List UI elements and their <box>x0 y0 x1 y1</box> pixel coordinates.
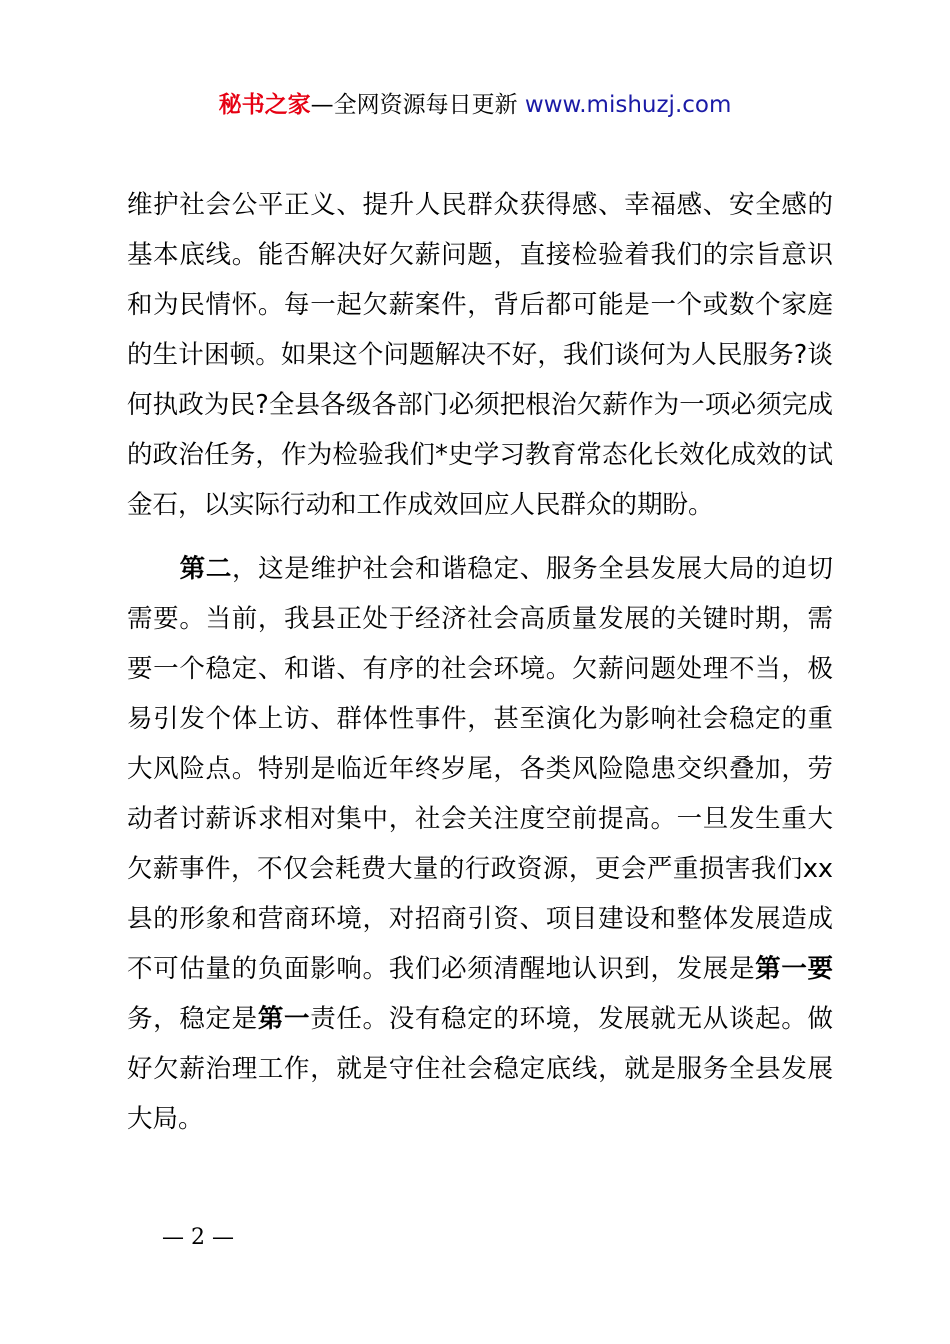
paragraph-1: 维护社会公平正义、提升人民群众获得感、幸福感、安全感的基本底线。能否解决好欠薪问题，直接检验着我们的宗旨意识和为民情怀。每一起欠薪案件，背后都可能是一个或数个家庭的生计困顿。如果这个问题解决不好，我们谈何为人民服务?谈何执政为民?全县各级各部门必须把根治欠薪作为一项必须完成的政治任务，作为检验我们*史学习教育常态化长效化成效的试金石，以实际行动和工作成效回应人民群众的期盼。 <box>127 190 833 520</box>
paragraph-2 <box>127 544 833 1144</box>
site-url-link[interactable]: www.mishuzj.com <box>524 92 732 118</box>
paragraph-2-lead: 第二 <box>179 554 232 584</box>
paragraph-2-text-1: ，这是维护社会和谐稳定、服务全县发展大局的迫切需要。当前，我县正处于经济社会高质量发展的关键时期，需要一个稳定、和谐、有序的社会环境。欠薪问题处理不当，极易引发个体上访、群体性事件，甚至演化为影响社会稳定的重大风险点。特别是临近年终岁尾，各类风险隐患交织叠加，劳动者讨薪诉求相对集中，社会关注度空前提高。一旦发生重大欠薪事件，不仅会耗费大量的行政资源，更会严重损害我们xx县的形象和营商环境，对招商引资、项目建设和整体发展造成不可估量的负面影响。我们必须清醒地认识到，发展是 <box>127 554 833 984</box>
paragraph-2-bold-2: 第一 <box>257 1004 311 1034</box>
document-body <box>127 180 833 1144</box>
paragraph-2-text-3: 责任。没有稳定的环境，发展就无从谈起。做好欠薪治理工作，就是守住社会稳定底线，就是服务全县发展大局。 <box>127 1004 833 1134</box>
header-tagline: —全网资源每日更新 <box>310 92 525 118</box>
paragraph-2-text-2: 务，稳定是 <box>127 1004 258 1034</box>
page-header <box>0 88 950 122</box>
page-number: — 2 — <box>162 1225 234 1250</box>
paragraph-2-bold-1: 第一要 <box>755 954 833 984</box>
brand-name: 秘书之家 <box>218 92 311 118</box>
